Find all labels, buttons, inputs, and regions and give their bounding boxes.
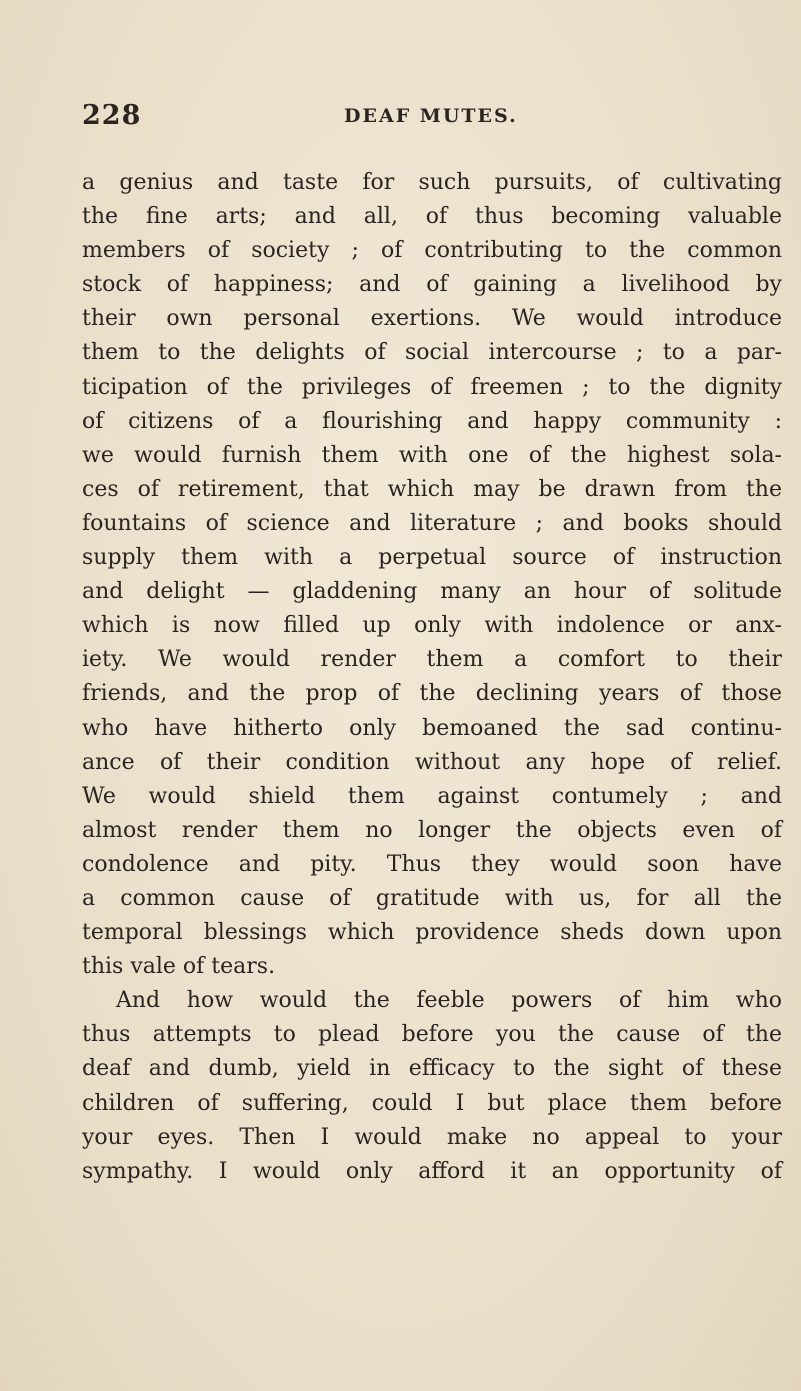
text-line: a genius and taste for such pursuits, of cultivating [82, 170, 782, 195]
text-line: almost render them no longer the objects even of [82, 817, 782, 843]
text-line: sympathy. I would only afford it an opportunity of [82, 1158, 782, 1184]
text-line: the fine arts; and all, of thus becoming valuable [82, 204, 782, 230]
running-title: DEAF MUTES. [344, 105, 518, 127]
text-line: their own personal exertions. We would introduce [82, 306, 782, 332]
text-line: and delight — gladdening many an hour of solitude [82, 579, 782, 605]
body-text [82, 166, 782, 1189]
text-line: We would shield them against contumely ; and [82, 783, 782, 809]
text-line: members of society ; of contributing to the common [82, 238, 782, 264]
text-line: children of suffering, could I but place them before [82, 1090, 782, 1116]
text-line: a common cause of gratitude with us, for all the [82, 885, 782, 911]
text-line: friends, and the prop of the declining years of those [82, 681, 782, 707]
text-line: fountains of science and literature ; and books should [82, 510, 782, 536]
text-line: deaf and dumb, yield in efficacy to the sight of these [82, 1056, 782, 1082]
text-line: who have hitherto only bemoaned the sad continu- [82, 715, 782, 741]
text-line: your eyes. Then I would make no appeal to your [82, 1124, 782, 1150]
text-line: iety. We would render them a comfort to their [82, 647, 782, 673]
text-line: we would furnish them with one of the highest sola- [82, 442, 782, 468]
paragraph-start-line: And how would the feeble powers of him who [116, 988, 782, 1014]
text-line: them to the delights of social intercourse ; to a par- [82, 340, 782, 366]
paragraph-end-line: this vale of tears. [82, 954, 276, 980]
text-line: ance of their condition without any hope of relief. [82, 749, 782, 775]
page-number: 228 [82, 100, 142, 131]
text-line: stock of happiness; and of gaining a livelihood by [82, 272, 782, 298]
text-line: thus attempts to plead before you the cause of the [82, 1022, 782, 1048]
text-line: supply them with a perpetual source of instruction [82, 545, 782, 571]
text-line: of citizens of a flourishing and happy community : [82, 408, 782, 434]
text-line: which is now filled up only with indolence or anx- [82, 613, 782, 639]
text-line: condolence and pity. Thus they would soon have [82, 851, 782, 877]
text-line: temporal blessings which providence sheds down upon [82, 920, 782, 946]
text-line: ces of retirement, that which may be drawn from the [82, 476, 782, 502]
running-head [82, 100, 782, 140]
text-line: ticipation of the privileges of freemen ; to the dignity [82, 374, 782, 400]
